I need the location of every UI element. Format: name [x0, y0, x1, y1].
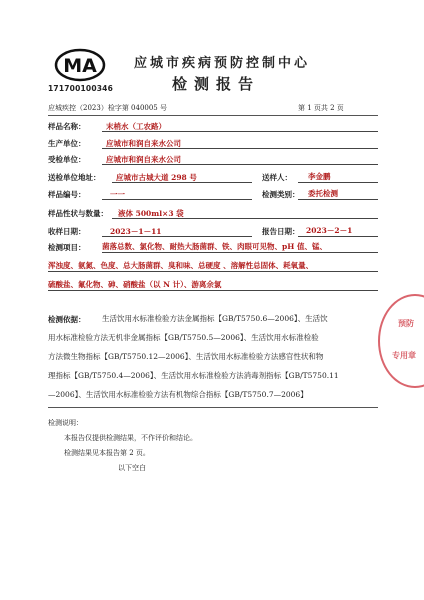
- sender-address-value: 应城市古城大道 298 号: [116, 173, 197, 182]
- report-id: 应城疾控（2023）检字第 040005 号: [48, 104, 167, 112]
- receive-date-value: 2023－1－11: [110, 227, 162, 236]
- section-divider: [48, 407, 378, 408]
- svg-text:MA: MA: [63, 55, 97, 77]
- remarks-line-3: 以下空白: [118, 464, 146, 472]
- producer-label: 生产单位：: [48, 139, 86, 148]
- category-label: 检测类别：: [262, 190, 300, 199]
- header-divider: [48, 115, 378, 116]
- sample-state-label: 样品性状与数量：: [48, 209, 108, 218]
- report-title: 检测报告: [172, 75, 261, 93]
- sample-name-underline: [102, 131, 378, 132]
- remarks-line-2: 检测结果见本报告第 2 页。: [64, 449, 150, 457]
- test-basis-line-3: 方法微生物指标【GB/T5750.12—2006】、生活饮用水标准检验方法感官性状和物: [48, 352, 324, 361]
- official-seal: [378, 294, 424, 388]
- test-items-label: 检测项目：: [48, 243, 86, 252]
- page-info: 第 1 页共 2 页: [298, 104, 344, 112]
- producer-value: 应城市和润自来水公司: [106, 139, 181, 148]
- test-items-underline-1: [102, 252, 378, 253]
- category-underline: [298, 199, 378, 200]
- receive-date-label: 收样日期：: [48, 227, 86, 236]
- test-items-line-2: 浑浊度、氨氮、色度、总大肠菌群、臭和味、总硬度 、溶解性总固体、耗氧量、: [48, 261, 314, 270]
- organization-name: 应城市疾病预防控制中心: [134, 56, 311, 71]
- test-basis-line-5: —2006】、生活饮用水标准检验方法有机物综合指标【GB/T5750.7—2006】: [48, 390, 308, 399]
- sample-name-label: 样品名称：: [48, 122, 86, 131]
- sample-state-value: 液体 500ml×3 袋: [118, 209, 184, 218]
- ma-certification-logo: [54, 48, 106, 82]
- remarks-title: 检测说明：: [48, 419, 83, 427]
- sender-person-label: 送样人：: [262, 173, 292, 182]
- test-basis-line-2: 用水标准检验方法无机非金属指标【GB/T5750.5—2006】、生活饮用水标准检验: [48, 333, 319, 342]
- sample-number-underline: [102, 199, 252, 200]
- seal-text-bottom: 专用章: [392, 350, 416, 360]
- test-items-underline-2: [48, 271, 378, 272]
- sample-state-underline: [112, 218, 378, 219]
- sample-name-value: 末梢水（工农路）: [106, 122, 166, 131]
- sender-address-label: 送检单位地址：: [48, 173, 101, 182]
- test-basis-label: 检测依据：: [48, 315, 86, 324]
- test-items-underline-3: [48, 290, 378, 291]
- test-basis-line-4: 理指标【GB/T5750.4—2006】、生活饮用水标准检验方法消毒剂指标【GB/T5750.11: [48, 371, 339, 380]
- seal-text-top: 预防: [398, 318, 414, 328]
- inspected-unit-label: 受检单位：: [48, 155, 86, 164]
- sender-person-underline: [298, 182, 378, 183]
- report-date-label: 报告日期：: [262, 227, 300, 236]
- sender-address-underline: [112, 182, 252, 183]
- sender-person-value: 李金鹏: [308, 172, 331, 181]
- category-value: 委托检测: [308, 189, 338, 198]
- test-items-line-1: 菌落总数、氯化物、耐热大肠菌群、铁、肉眼可见物、pH 值、锰、: [102, 242, 327, 251]
- inspected-unit-underline: [102, 164, 378, 165]
- sample-number-value: 一一: [110, 190, 125, 199]
- report-date-value: 2023－2－1: [306, 226, 353, 235]
- inspected-unit-value: 应城市和润自来水公司: [106, 155, 181, 164]
- test-items-line-3: 硫酸盐、氟化物、砷、硝酸盐（以 N 计）、游离余氯: [48, 280, 222, 289]
- certificate-number: 171700100346: [48, 84, 114, 93]
- sample-number-label: 样品编号：: [48, 190, 86, 199]
- producer-underline: [102, 148, 378, 149]
- test-basis-line-1: 生活饮用水标准检验方法金属指标【GB/T5750.6—2006】、生活饮: [102, 314, 328, 323]
- remarks-line-1: 本报告仅提供检测结果，不作评价和结论。: [64, 434, 197, 442]
